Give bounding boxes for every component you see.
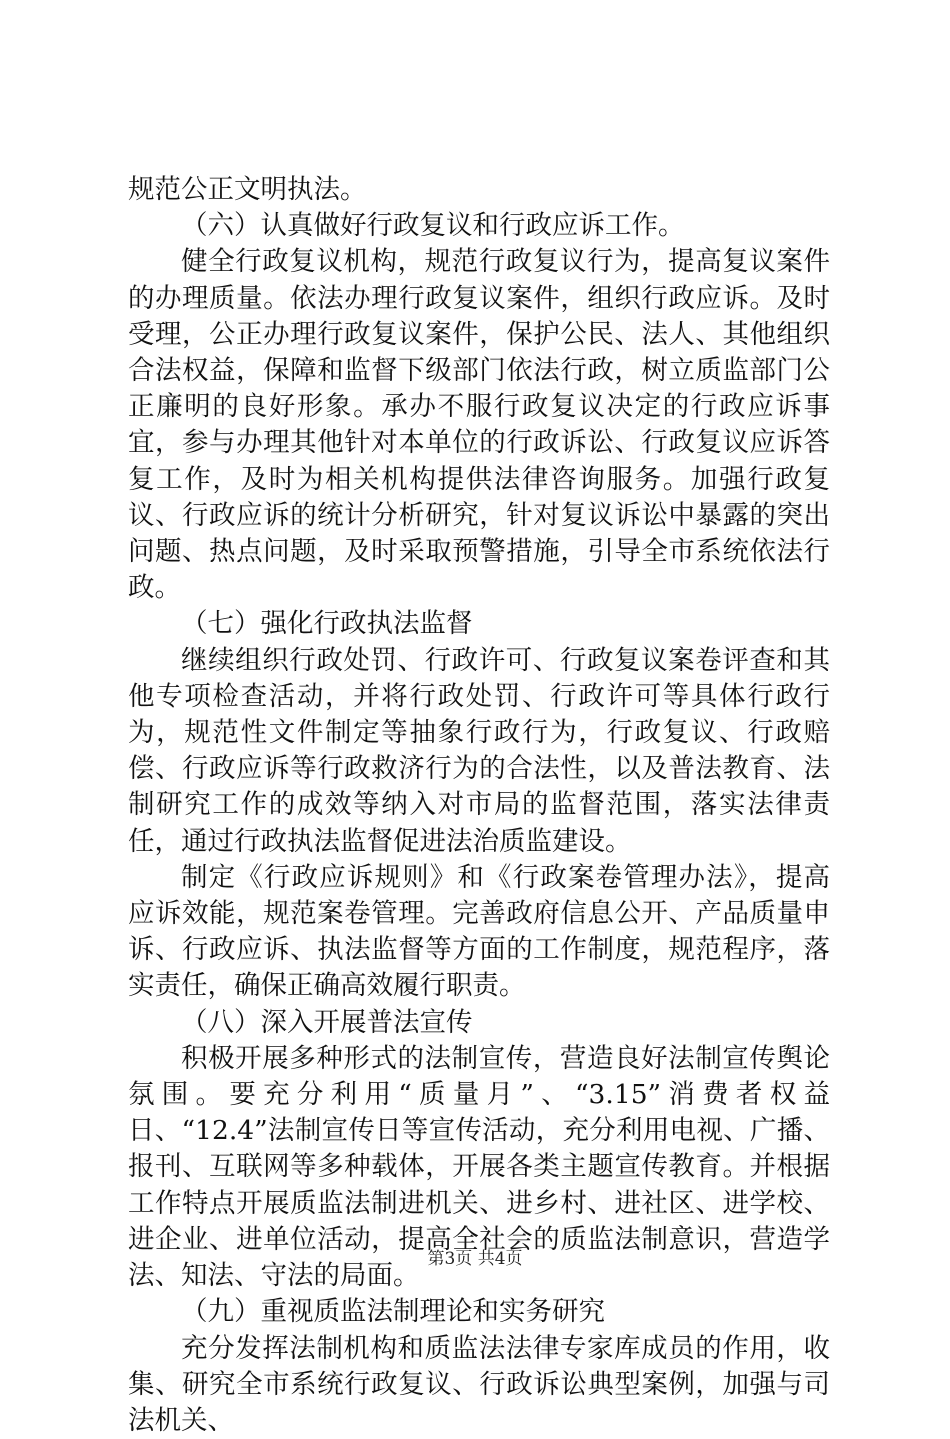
section-heading-8: （八）深入开展普法宣传 — [128, 1005, 830, 1041]
paragraph: 健全行政复议机构，规范行政复议行为，提高复议案件的办理质量。依法办理行政复议案件，组织行政应诉。及时受理，公正办理行政复议案件，保护公民、法人、其他组织合法权益，保障和监督下级部门依法行政，树立质监部门公正廉明的良好形象。承办不服行政复议决定的行政应诉事宜，参与办理其他针对本单位的行政诉讼、行政复议应诉答复工作，及时为相关机构提供法律咨询服务。加强行政复议、行政应诉的统计分析研究，针对复议诉讼中暴露的突出问题、热点问题，及时采取预警措施，引导全市系统依法行政。 — [128, 244, 830, 606]
section-heading-6: （六）认真做好行政复议和行政应诉工作。 — [128, 208, 830, 244]
paragraph: 充分发挥法制机构和质监法法律专家库成员的作用，收集、研究全市系统行政复议、行政诉讼典型案例，加强与司法机关、 — [128, 1331, 830, 1439]
paragraph-continued: 规范公正文明执法。 — [128, 172, 830, 208]
section-heading-9: （九）重视质监法制理论和实务研究 — [128, 1294, 830, 1330]
section-heading-7: （七）强化行政执法监督 — [128, 606, 830, 642]
paragraph: 制定《行政应诉规则》和《行政案卷管理办法》，提高应诉效能，规范案卷管理。完善政府信息公开、产品质量申诉、行政应诉、执法监督等方面的工作制度，规范程序，落实责任，确保正确高效履行职责。 — [128, 860, 830, 1005]
paragraph: 积极开展多种形式的法制宣传，营造良好法制宣传舆论氛围。要充分利用“质量月”、“3.15”消费者权益日、“12.4”法制宣传日等宣传活动，充分利用电视、广播、报刊、互联网等多种载体，开展各类主题宣传教育。并根据工作特点开展质监法制进机关、进乡村、进社区、进学校、进企业、进单位活动，提高全社会的质监法制意识，营造学法、知法、守法的局面。 — [128, 1041, 830, 1294]
paragraph: 继续组织行政处罚、行政许可、行政复议案卷评查和其他专项检查活动，并将行政处罚、行政许可等具体行政行为，规范性文件制定等抽象行政行为，行政复议、行政赔偿、行政应诉等行政救济行为的合法性，以及普法教育、法制研究工作的成效等纳入对市局的监督范围，落实法律责任，通过行政执法监督促进法治质监建设。 — [128, 643, 830, 860]
page-footer: 第3页 共4页 — [0, 1244, 950, 1269]
